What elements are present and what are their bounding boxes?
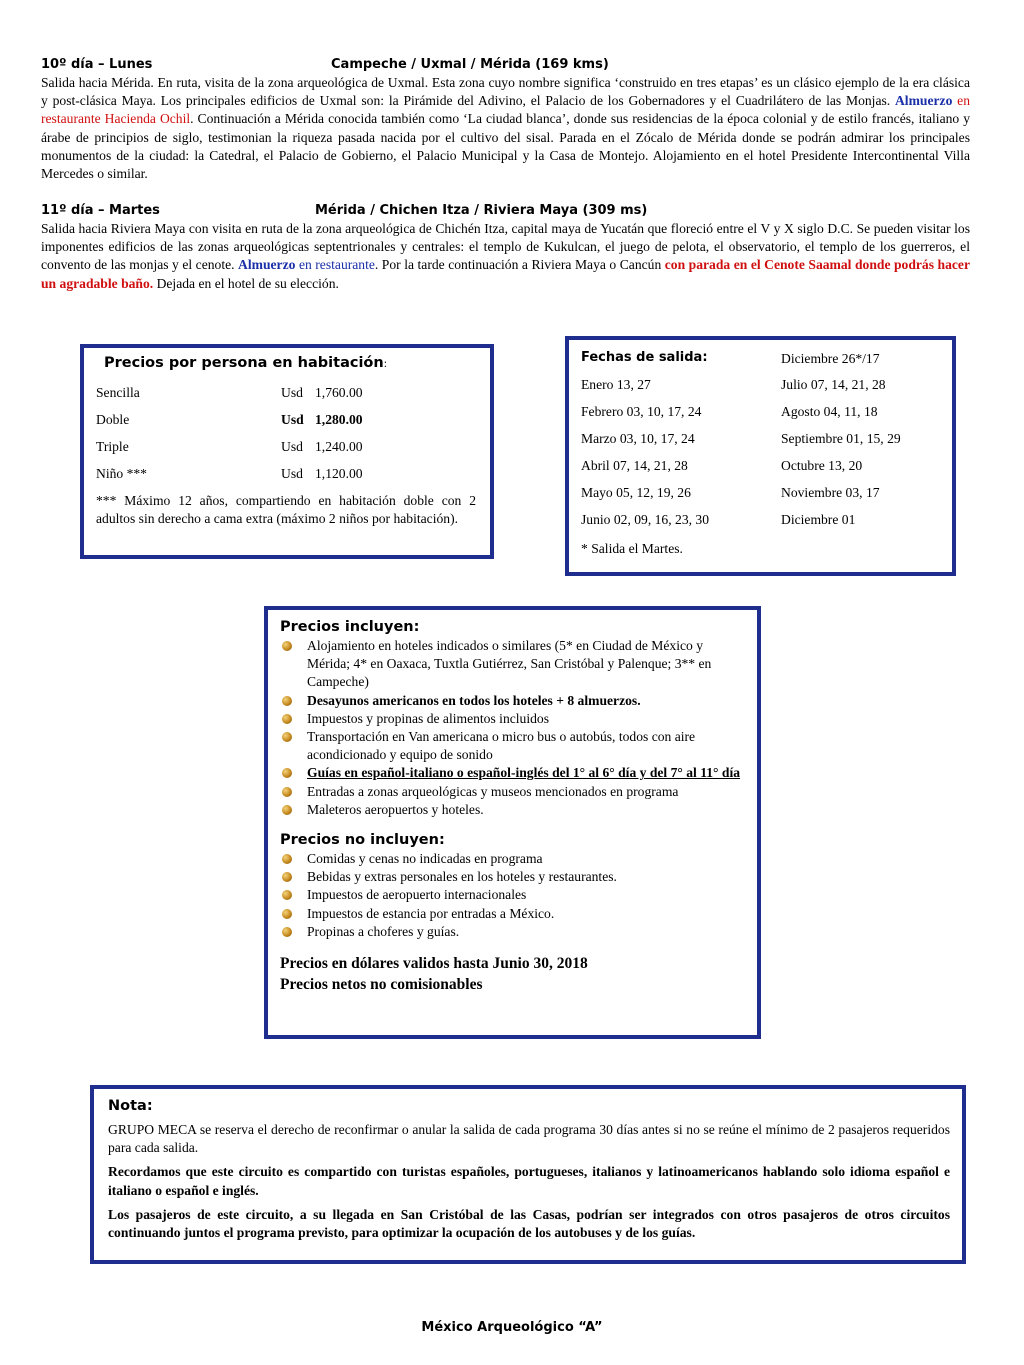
day11-route: Mérida / Chichen Itza / Riviera Maya (309 ms) — [315, 203, 648, 218]
day10-header — [41, 56, 970, 74]
list-item: Comidas y cenas no indicadas en programa — [280, 850, 743, 868]
date-left: Marzo 03, 10, 17, 24 — [581, 431, 695, 446]
day10-description — [41, 74, 970, 183]
page-footer: México Arqueológico “A” — [421, 1320, 603, 1335]
includes-title: Precios incluyen: — [280, 619, 420, 635]
day11-lunch: Almuerzo — [238, 257, 296, 273]
date-right: Septiembre 01, 15, 29 — [781, 431, 901, 446]
date-left: Abril 07, 14, 21, 28 — [581, 458, 688, 473]
nota-p1: GRUPO MECA se reserva el derecho de reconfirmar o anular la salida de cada programa 30 días antes si no se reúne el mínimo de 2 pasajeros requeridos para cada salida. — [108, 1122, 950, 1156]
date-right: Noviembre 03, 17 — [781, 485, 880, 500]
price-amount: 1,280.00 — [315, 412, 363, 427]
list-item: Guías en español-italiano o español-inglés del 1° al 6° día y del 7° al 11° día — [280, 764, 743, 782]
day11-header — [41, 202, 970, 220]
list-item: Propinas a choferes y guías. — [280, 923, 743, 941]
dates-title-right: Diciembre 26*/17 — [781, 351, 880, 366]
dates-note: * Salida el Martes. — [581, 541, 683, 556]
date-left: Junio 02, 09, 16, 23, 30 — [581, 512, 710, 527]
dates-title: Fechas de salida: — [581, 350, 708, 365]
prices-note: *** Máximo 12 años, compartiendo en habitación doble con 2 adultos sin derecho a cama extra (máximo 2 niños por habitación). — [96, 493, 476, 526]
price-amount: 1,240.00 — [315, 439, 363, 454]
includes-list — [280, 637, 743, 819]
room-type: Doble — [96, 412, 130, 427]
day10-text2: . Continuación a Mérida conocida también como ‘La ciudad blanca’, donde sus residencias de la época colonial y de estilo francés, italiano y árabe de principios de siglo, testimonian la riqueza pasada nacida por el cultivo del sisal. Parada en el Zócalo de Mérida donde se podrán admirar los principales monumentos de la ciudad: la Catedral, el Palacio de Gobierno, el Palacio Municipal y la Casa de Montejo. Alojamiento en el hotel Presidente Intercontinental Villa Mercedes o similar. — [41, 111, 971, 182]
price-row — [96, 407, 476, 434]
date-right: Agosto 04, 11, 18 — [781, 404, 878, 419]
price-row — [96, 434, 476, 461]
room-type: Sencilla — [96, 385, 140, 400]
list-item: Entradas a zonas arqueológicas y museos mencionados en programa — [280, 783, 743, 801]
net-prices: Precios netos no comisionables — [280, 976, 483, 994]
date-row — [581, 372, 940, 399]
excludes-title: Precios no incluyen: — [280, 832, 445, 849]
includes-box — [264, 606, 761, 1039]
list-item: Alojamiento en hoteles indicados o similares (5* en Ciudad de México y Mérida; 4* en Oaxaca, Tuxtla Gutiérrez, San Cristóbal y Palenque; 3** en Campeche) — [280, 637, 743, 692]
price-table — [96, 380, 476, 488]
list-item: Impuestos y propinas de alimentos incluidos — [280, 710, 743, 728]
price-currency: Usd — [281, 466, 303, 481]
day10-restaurant: en restaurante Hacienda Ochil — [41, 93, 971, 127]
prices-title-suffix: : — [383, 356, 388, 370]
date-row — [581, 507, 940, 534]
prices-title — [96, 354, 476, 380]
dates-table — [581, 372, 940, 534]
list-item: Impuestos de aeropuerto internacionales — [280, 886, 743, 904]
nota-title: Nota: — [108, 1098, 153, 1114]
price-row — [96, 461, 476, 488]
nota-p2: Recordamos que este circuito es compartido con turistas españoles, portugueses, italianos y latinoamericanos hablando solo idioma español e italiano o español e inglés. — [108, 1164, 950, 1198]
list-item: Desayunos americanos en todos los hoteles + 8 almuerzos. — [280, 692, 743, 710]
excludes-list — [280, 850, 743, 941]
room-type: Niño *** — [96, 466, 147, 481]
day11-text1: Salida hacia Riviera Maya con visita en ruta de la zona arqueológica de Chichén Itza, capital maya de Yucatán que floreció entre el V y X siglo D.C. Se pueden visitar los imponentes edificios de las zonas arqueológicas septentrionales y centrales: el templo de Kukulcan, el juego de pelota, el observatorio, el templo de los guerreros, el convento de las monjas y el cenote. — [41, 221, 970, 273]
price-amount: 1,760.00 — [315, 385, 363, 400]
day11-text2: . Por la tarde continuación a Riviera Maya o Cancún — [374, 257, 665, 273]
day11-text3: Dejada en el hotel de su elección. — [153, 275, 339, 291]
valid-until: Precios en dólares validos hasta Junio 30, 2018 — [280, 955, 588, 973]
prices-title-text: Precios por persona en habitación — [104, 355, 384, 371]
nota-box — [90, 1085, 966, 1264]
list-item: Maleteros aeropuertos y hoteles. — [280, 801, 743, 819]
day11-label: 11º día – Martes — [41, 203, 160, 218]
list-item: Bebidas y extras personales en los hoteles y restaurantes. — [280, 868, 743, 886]
price-currency: Usd — [281, 412, 304, 427]
day10-route: Campeche / Uxmal / Mérida (169 kms) — [331, 57, 609, 72]
price-amount: 1,120.00 — [315, 466, 363, 481]
date-right: Diciembre 01 — [781, 512, 856, 527]
date-row — [581, 480, 940, 507]
day10-text1: Salida hacia Mérida. En ruta, visita de la zona arqueológica de Uxmal. Esta zona cuyo nombre significa ‘construido en tres etapas’ es un clásico ejemplo de la era clásica y post-clásica Maya. Los principales edificios de Uxmal son: la Pirámide del Adivino, el Palacio de los Gobernadores y el Cuadrilátero de las Monjas. — [41, 75, 970, 109]
day10-lunch: Almuerzo — [894, 93, 953, 109]
prices-box — [80, 344, 494, 559]
day11-section — [41, 202, 970, 293]
day11-description — [41, 220, 970, 293]
date-left: Enero 13, 27 — [581, 377, 651, 392]
day10-section — [41, 56, 970, 183]
date-left: Mayo 05, 12, 19, 26 — [581, 485, 691, 500]
day11-restaurant: en restaurante — [295, 257, 375, 273]
day11-highlight: con parada en el Cenote Saamal donde podrás hacer un agradable baño. — [41, 257, 970, 291]
nota-p3: Los pasajeros de este circuito, a su llegada en San Cristóbal de las Casas, podrían ser integrados con otros pasajeros de otros circuitos continuando juntos el programa previsto, para optimizar la ocupación de los autobuses y de los guías. — [108, 1206, 950, 1241]
price-currency: Usd — [281, 439, 303, 454]
date-left: Febrero 03, 10, 17, 24 — [581, 404, 702, 419]
date-right: Julio 07, 14, 21, 28 — [781, 377, 886, 392]
date-row — [581, 426, 940, 453]
dates-header-row — [581, 346, 940, 372]
list-item: Transportación en Van americana o micro bus o autobús, todos con aire acondicionado y equipo de sonido — [280, 728, 743, 764]
day10-label: 10º día – Lunes — [41, 57, 153, 72]
dates-box — [565, 336, 956, 576]
room-type: Triple — [96, 439, 129, 454]
date-right: Octubre 13, 20 — [781, 458, 863, 473]
list-item: Impuestos de estancia por entradas a México. — [280, 905, 743, 923]
date-row — [581, 399, 940, 426]
date-row — [581, 453, 940, 480]
price-row — [96, 380, 476, 407]
price-currency: Usd — [281, 385, 303, 400]
